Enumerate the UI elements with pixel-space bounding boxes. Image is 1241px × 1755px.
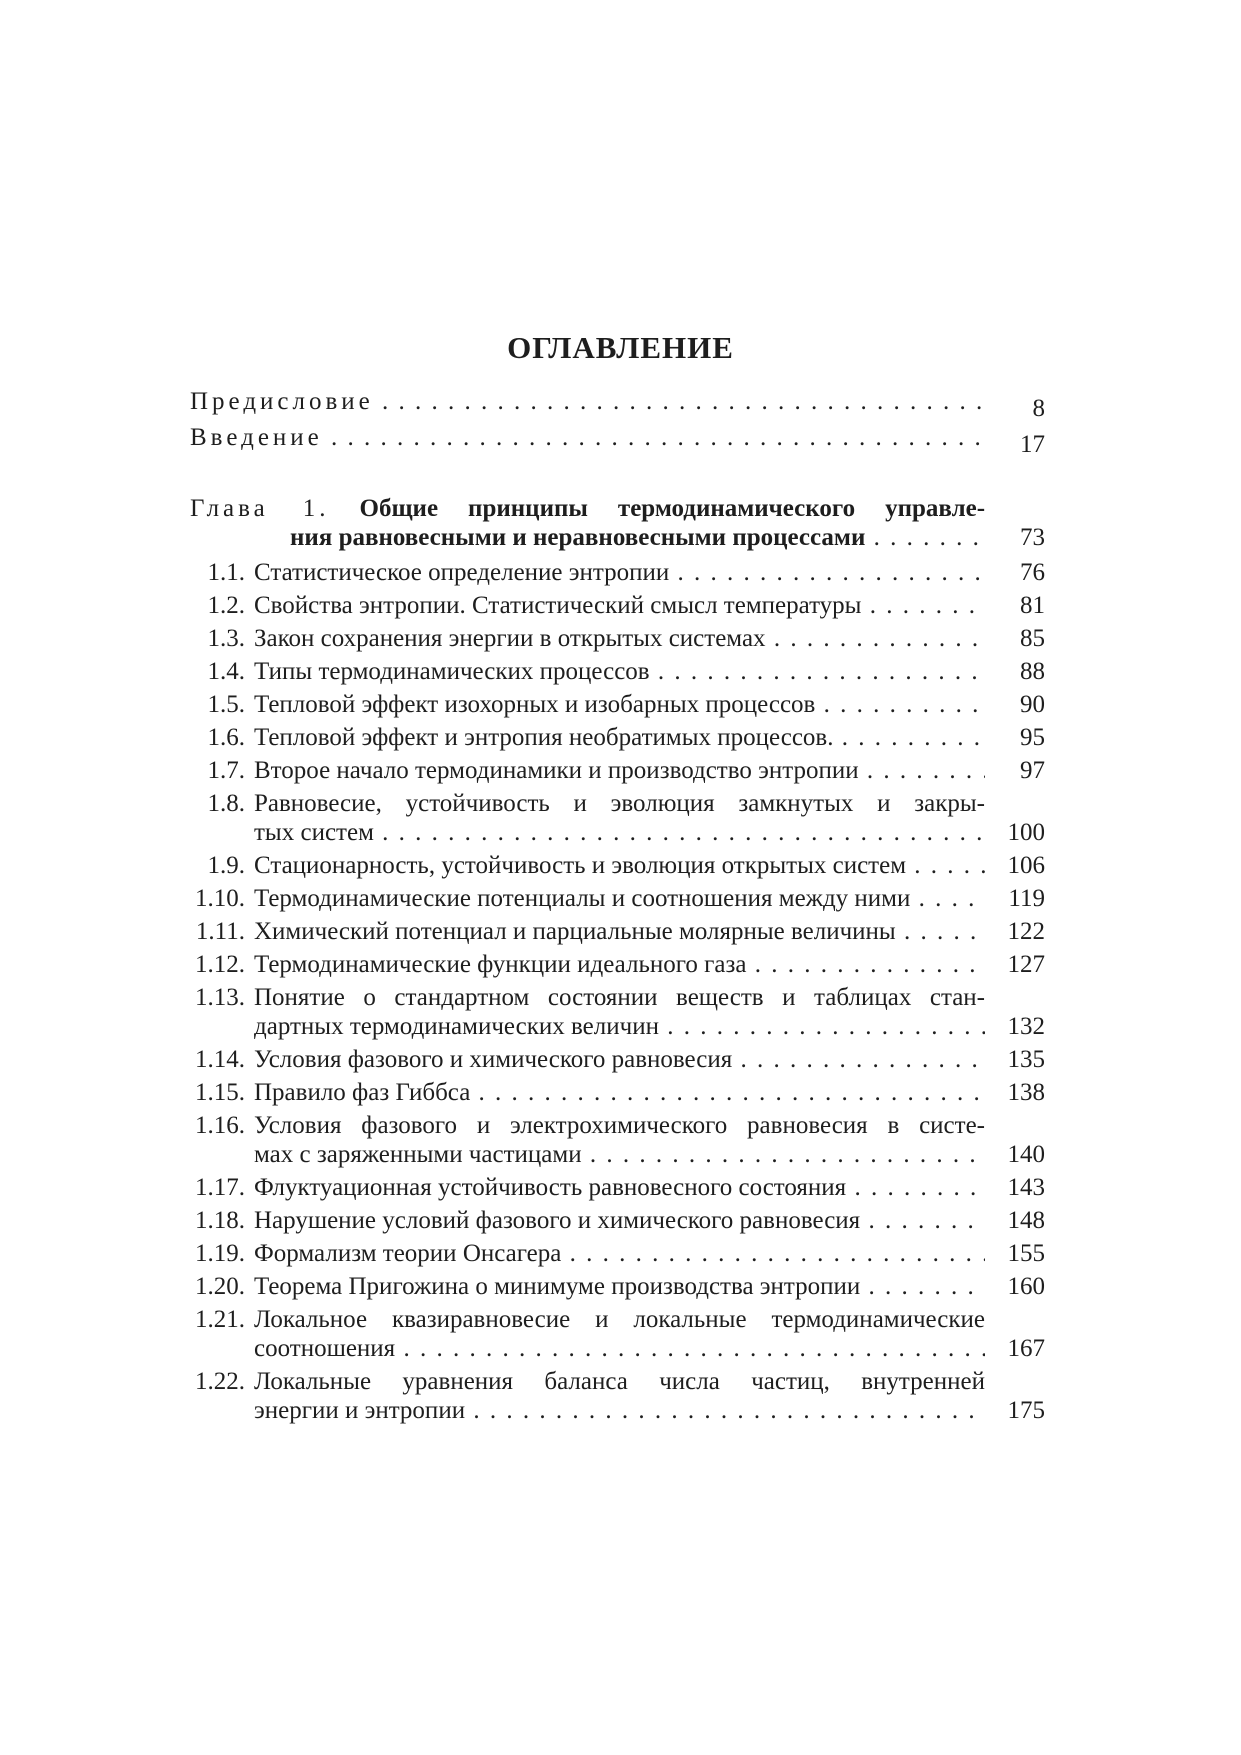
toc-page-number: 119 [1008,885,1045,912]
toc-section-number: 1.3. [207,625,245,652]
toc-section-title-line: Правило фаз Гиббса . . . [254,1078,985,1107]
toc-section-title-line: Локальное квазиравновесие и локальные термодинамические [254,1306,985,1333]
toc-section-number: 1.16. [195,1112,245,1139]
toc-page-number: 81 [1020,592,1045,619]
toc-page-number: 85 [1020,625,1045,652]
toc-page-number: 76 [1020,559,1045,586]
toc-page-number: 155 [1007,1240,1045,1267]
toc-page-number: 106 [1007,852,1045,879]
toc-section-title-line: Локальные уравнения баланса числа частиц, внутренней [254,1368,985,1395]
toc-page-number: 8 [1032,395,1045,422]
toc-section-title-line: мах с заряженными частицами . . . [254,1140,985,1169]
toc-section-number: 1.11. [195,918,245,945]
toc-section-number: 1.2. [207,592,245,619]
toc-page-number: 175 [1007,1397,1045,1424]
toc-page-number: 127 [1007,951,1045,978]
toc-section-number: 1.15. [195,1079,245,1106]
toc-sections-list [190,558,1045,1425]
chapter-title-line1: Общие принципы термодинамического управле- [359,495,985,522]
toc-section-entry[interactable] [190,983,1045,1041]
toc-page-number: 148 [1007,1207,1045,1234]
toc-section-number: 1.7. [207,757,245,784]
toc-section-title-line: Тепловой эффект изохорных и изобарных процессов . . . [254,690,985,719]
toc-section-title-line: Условия фазового и химического равновесия . . . [254,1045,985,1074]
toc-section-entry[interactable] [190,690,1045,719]
toc-section-title-line: Термодинамические функции идеального газа . . . [254,950,985,979]
toc-section-entry[interactable] [190,1173,1045,1202]
toc-section-entry[interactable] [190,1078,1045,1107]
toc-section-number: 1.12. [195,951,245,978]
toc-section-number: 1.17. [195,1174,245,1201]
toc-page-number: 73 [1020,524,1045,551]
toc-section-number: 1.18. [195,1207,245,1234]
toc-section-entry[interactable] [190,591,1045,620]
toc-section-title-line: дартных термодинамических величин . . . [254,1012,985,1041]
chapter-heading-line [190,494,985,523]
chapter-title-line2: ния равновесными и неравновесными процессами [290,524,866,551]
toc-section-number: 1.21. [195,1306,245,1333]
toc-section-title-line: Нарушение условий фазового и химического равновесия . . . [254,1206,985,1235]
toc-section-title-line: Флуктуационная устойчивость равновесного состояния . . . [254,1173,985,1202]
toc-section-entry[interactable] [190,884,1045,913]
toc-section-entry[interactable] [190,1111,1045,1169]
toc-section-number: 1.14. [195,1046,245,1073]
toc-section-entry[interactable] [190,1206,1045,1235]
toc-section-number: 1.19. [195,1240,245,1267]
toc-section-title-line: Понятие о стандартном состоянии веществ и таблицах стан- [254,984,985,1011]
chapter-prefix: Глава 1. [190,495,330,522]
toc-section-title-line: Равновесие, устойчивость и эволюция замкнутых и закры- [254,790,985,817]
page-title: ОГЛАВЛЕНИЕ [507,330,734,365]
toc-page-number: 17 [1020,431,1045,458]
toc-section-entry[interactable] [190,1272,1045,1301]
toc-section-entry[interactable] [190,756,1045,785]
toc-section-title-line: Условия фазового и электрохимического равновесия в систе- [254,1112,985,1139]
toc-section-entry[interactable] [190,657,1045,686]
toc-page-number: 138 [1007,1079,1045,1106]
toc-section-number: 1.13. [195,984,245,1011]
toc-section-number: 1.5. [207,691,245,718]
toc-section-entry[interactable] [190,1239,1045,1268]
toc-page-number: 100 [1007,819,1045,846]
toc-section-number: 1.4. [207,658,245,685]
toc-page-number: 122 [1007,918,1045,945]
toc-section-entry[interactable] [190,723,1045,752]
toc-section-title-line: Стационарность, устойчивость и эволюция открытых систем . . . [254,851,985,880]
toc-section-title-line: Тепловой эффект и энтропия необратимых процессов. . . . [254,723,985,752]
toc-section-entry[interactable] [190,789,1045,847]
toc-page-number: 140 [1007,1141,1045,1168]
toc-page-number: 95 [1020,724,1045,751]
toc-section-number: 1.22. [195,1368,245,1395]
toc-section-number: 1.8. [207,790,245,817]
toc-page-number: 132 [1007,1013,1045,1040]
toc-section-number: 1.10. [195,885,245,912]
toc-entry-title: Введение . . . [190,423,985,452]
toc-section-title-line: Свойства энтропии. Статистический смысл температуры . . . [254,591,985,620]
toc-section-title-line: тых систем . . . [254,818,985,847]
toc-section-number: 1.6. [207,724,245,751]
toc-entry-title: Предисловие . . . [190,387,985,416]
toc-section-entry[interactable] [190,950,1045,979]
toc-page-number: 90 [1020,691,1045,718]
toc-chapter-heading[interactable] [190,494,1045,552]
toc-section-title-line: Формализм теории Онсагера . . . [254,1239,985,1268]
toc-page-number: 88 [1020,658,1045,685]
toc-section-title-line: Статистическое определение энтропии . . . [254,558,985,587]
toc-section-title-line: Типы термодинамических процессов . . . [254,657,985,686]
toc-page-number: 143 [1007,1174,1045,1201]
toc-section-entry[interactable] [190,624,1045,653]
toc-section-title-line: Закон сохранения энергии в открытых системах . . . [254,624,985,653]
toc-section-title-line: соотношения . . . [254,1334,985,1363]
toc-section-title-line: Термодинамические потенциалы и соотношения между ними . . . [254,884,985,913]
toc-section-title-line: Теорема Пригожина о минимуме производства энтропии . . . [254,1272,985,1301]
toc-page-number: 160 [1007,1273,1045,1300]
toc-section-number: 1.1. [207,559,245,586]
toc-section-entry[interactable] [190,851,1045,880]
toc-page-number: 97 [1020,757,1045,784]
toc-section-title-line: энергии и энтропии . . . [254,1396,985,1425]
toc-section-number: 1.20. [195,1273,245,1300]
toc-section-title-line: Второе начало термодинамики и производство энтропии . . . [254,756,985,785]
toc-section-entry[interactable] [190,1045,1045,1074]
toc-page-number: 167 [1007,1335,1045,1362]
toc-entry-preface[interactable] [190,387,1045,423]
toc-page-number: 135 [1007,1046,1045,1073]
toc-section-title-line: Химический потенциал и парциальные молярные величины . . . [254,917,985,946]
toc-front-matter [190,387,1045,459]
toc-section-number: 1.9. [207,852,245,879]
toc-entry-introduction[interactable] [190,423,1045,459]
toc-section-entry[interactable] [190,1305,1045,1363]
toc-section-entry[interactable] [190,558,1045,587]
toc-section-entry[interactable] [190,917,1045,946]
toc-section-entry[interactable] [190,1367,1045,1425]
toc-chapter-1 [190,494,1045,1429]
